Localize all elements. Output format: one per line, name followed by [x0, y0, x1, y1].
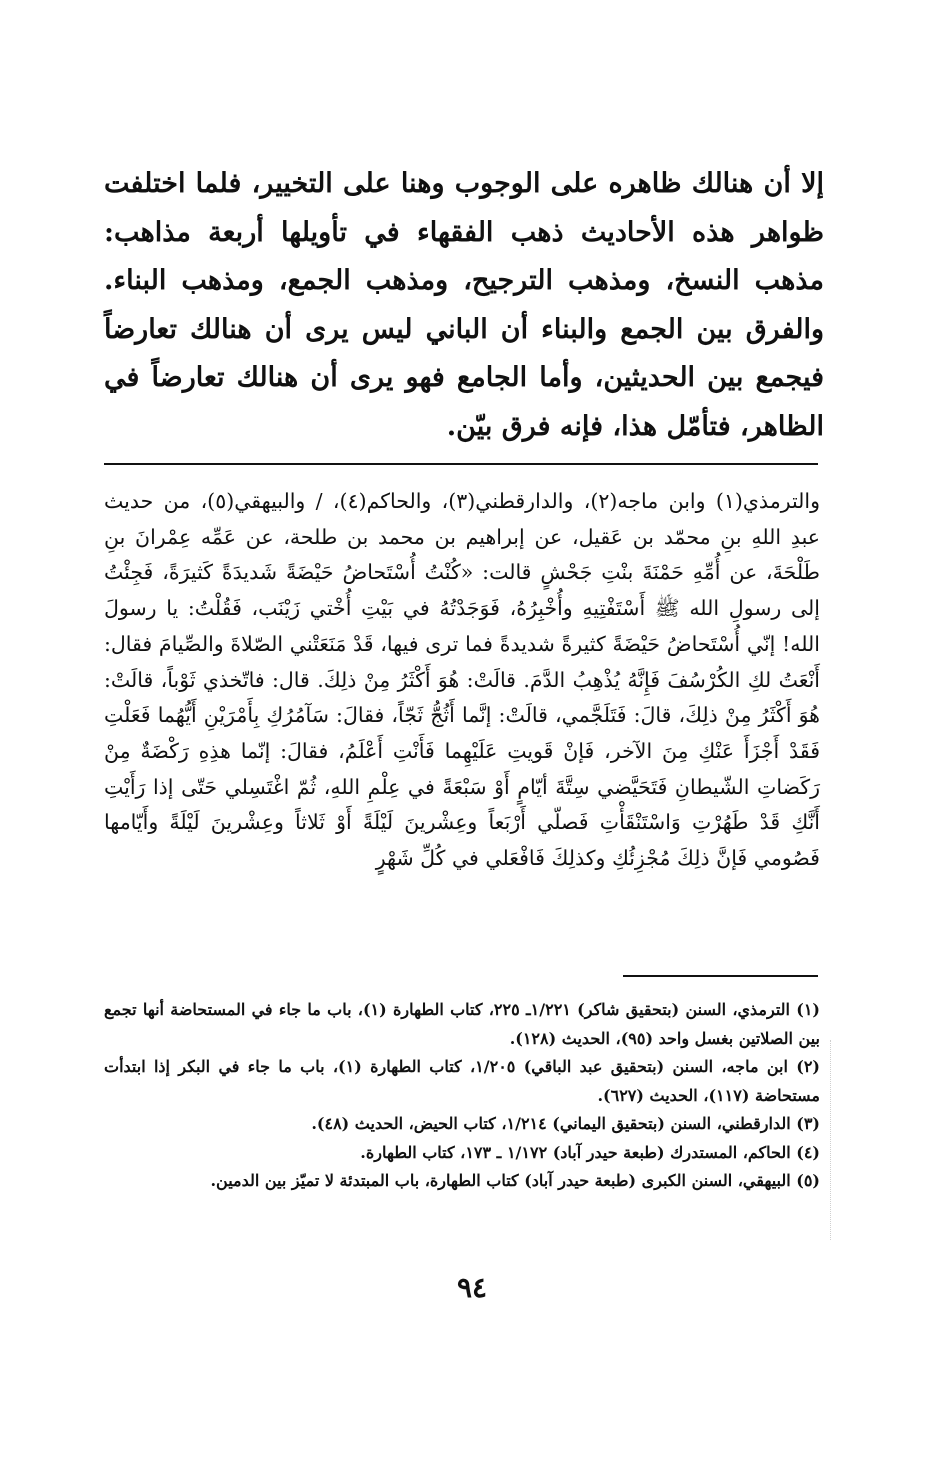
footnote-2: (٢) ابن ماجه، السنن (بتحقيق عبد الباقي) ١/٢٠٥، كتاب الطهارة (١)، باب ما جاء في البكر إذا ابتدأت مستحاضة (١١٧)، الحديث (٦٢٧).	[104, 1057, 820, 1105]
page-number: ٩٤	[456, 1271, 488, 1304]
footnote-3: (٣) الدارقطني، السنن (بتحقيق اليماني) ١/٢١٤، كتاب الحيض، الحديث (٤٨).	[311, 1114, 820, 1133]
margin-line	[830, 1040, 831, 1240]
footnote-divider	[623, 975, 818, 977]
main-paragraph: إلا أن هنالك ظاهره على الوجوب وهنا على التخيير، فلما اختلفت ظواهر هذه الأحاديث ذهب الفقهاء في تأويلها أربعة مذاهب: مذهب النسخ، ومذهب الترجيح، ومذهب الجمع، ومذهب البناء. والفرق بين الجمع والبناء أن الباني ليس يرى أن هنالك تعارضاً فيجمع بين الحديثين، وأما الجامع فهو يرى أن هنالك تعارضاً في الظاهر، فتأمّل هذا، فإنه فرق بيّن.	[104, 168, 824, 442]
footnote-5: (٥) البيهقي، السنن الكبرى (طبعة حيدر آباد) كتاب الطهارة، باب المبتدئة لا تميّز بين الدمين.	[210, 1171, 820, 1190]
section-divider	[104, 463, 818, 465]
main-paragraph-block	[104, 160, 824, 451]
footnote-4: (٤) الحاكم، المستدرك (طبعة حيدر آباد) ١/١٧٢ ـ ١٧٣، كتاب الطهارة.	[360, 1142, 820, 1162]
footnotes-list	[104, 996, 820, 1196]
footnote-1: (١) الترمذي، السنن (بتحقيق شاكر) ١/٢٢١ـ ٢٢٥، كتاب الطهارة (١)، باب ما جاء في المستحاضة أنها تجمع بين الصلاتين بغسل واحد (٩٥)، الحديث (١٢٨).	[104, 1000, 820, 1048]
hadith-text: والترمذي(١) وابن ماجه(٢)، والدارقطني(٣)، والحاكم(٤)، / والبيهقي(٥)، من حديث عبدِ اللهِ بنِ محمّد بن عَقيل، عن إبراهيم بن محمد بن طلحة، عن عَمِّه عِمْرانَ بنِ طَلْحَةَ، عن أُمِّهِ حَمْنَةَ بنْتِ جَحْشٍ قالت: «كُنْتُ أُسْتَحاضُ حَيْضَةً شَديدَةً كَثيرَةً، فَجِئْتُ إلى رسولِ الله ﷺ أَسْتَفْتِيهِ وأُخْبِرُهُ، فَوَجَدْتُهُ في بَيْتِ أُخْتي زَيْنَب، فَقُلْتُ: يا رسولَ الله! إنّي أُسْتَحاضُ حَيْضَةً كثيرةً شديدةً فما ترى فيها، قَدْ مَنَعَتْني الصّلاةَ والصِّيامَ فقال: أَنْعَتُ لكِ الكُرْسُفَ فَإِنَّهُ يُذْهِبُ الدَّمَ. قالَتْ: هُوَ أَكْثَرُ مِنْ ذلِكَ. قال: فاتّخذي ثَوْباً، قالَتْ: هُوَ أَكْثَرُ مِنْ ذلِكَ، قالَ: فَتَلَجَّمي، قالَتْ: إنَّما أَثُجُّ ثَجّاً، فقالَ: سَآمُرُكِ بِأَمْرَيْنِ أَيُّهُما فَعَلْتِ فَقَدْ أَجْزَأَ عَنْكِ مِنَ الآخر، فَإنْ قَويتِ عَلَيْهِما فَأَنْتِ أَعْلَمُ، فقالَ: إنّما هذِهِ رَكْضَةٌ مِنْ رَكَضاتِ الشّيطانِ فَتَحَيَّضي سِتَّةَ أيّامٍ أَوْ سَبْعَةً في عِلْمِ اللهِ، ثُمّ اغْتَسِلي حَتّى إذا رَأَيْتِ أَنَّكِ قَدْ طَهُرْتِ وَاسْتَنْقَأْتِ فَصلّي أَرْبَعاً وعِشْرينَ لَيْلَةً أَوْ ثَلاثاً وعِشْرينَ لَيْلَةً وأَيّامها فَصُومي فَإنَّ ذلِكَ مُجْزِئُكِ وكذلِكَ فَافْعَلي في كُلِّ شَهْرٍ	[104, 489, 821, 871]
hadith-block	[104, 484, 820, 877]
